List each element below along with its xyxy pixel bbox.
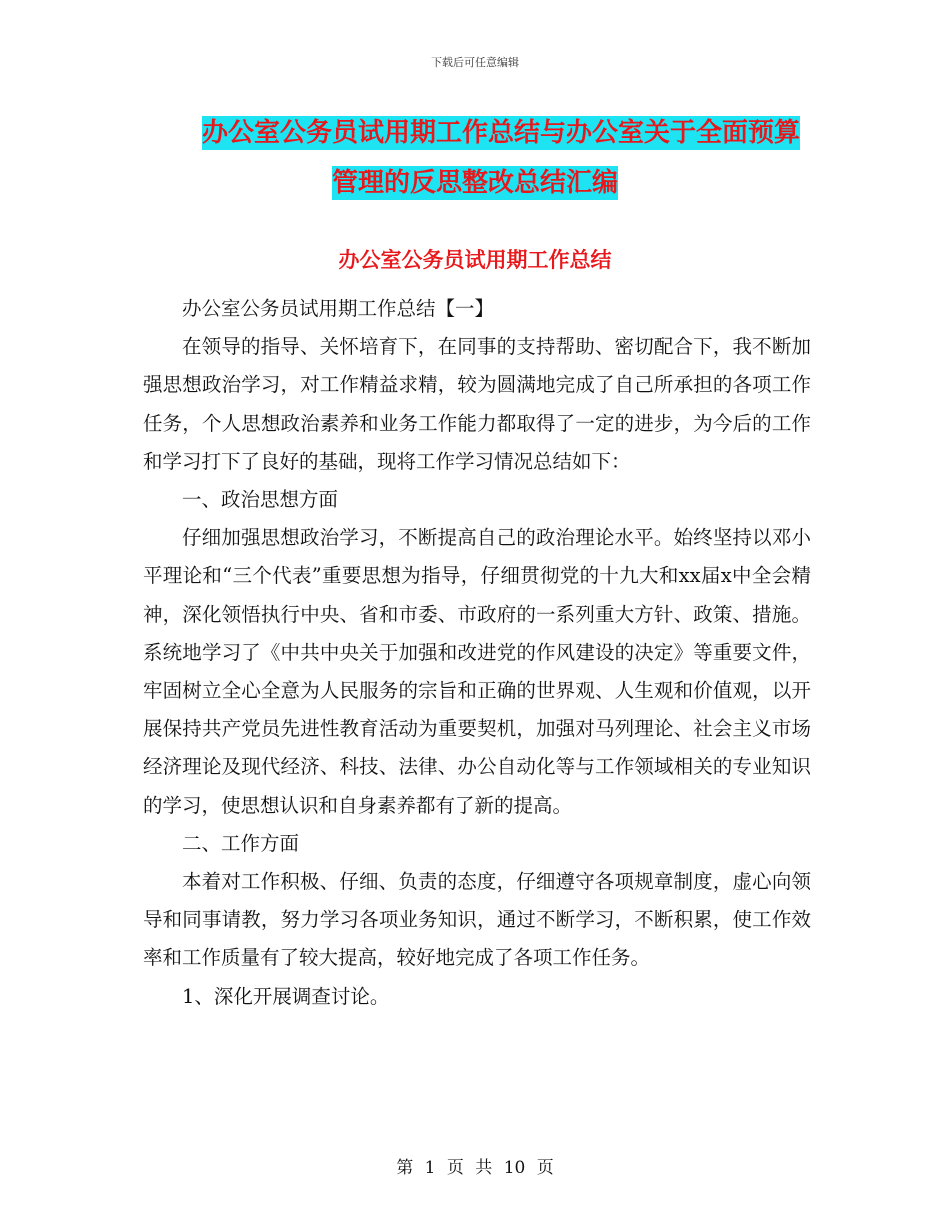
title-line-2: 管理的反思整改总结汇编 xyxy=(331,168,618,198)
section-heading-politics: 一、政治思想方面 xyxy=(182,488,339,512)
title-line-1: 办公室公务员试用期工作总结与办公室关于全面预算 xyxy=(201,118,800,148)
header-note: 下载后可任意编辑 xyxy=(431,56,519,69)
page-footer: 第 1 页 共 10 页 xyxy=(396,1158,554,1178)
paragraph: 本着对工作积极、仔细、负责的态度，仔细遵守各项规章制度，虚心向领导和同事请教，努力学习各项业务知识，通过不断学习，不断积累，使工作效率和工作质量有了较大提高，较好地完成了各项工作任务。 xyxy=(143,870,811,970)
section-title: 办公室公务员试用期工作总结 xyxy=(338,248,612,272)
section-heading-work: 二、工作方面 xyxy=(182,831,300,855)
list-item: 1、深化开展调查讨论。 xyxy=(182,984,390,1008)
paragraph: 仔细加强思想政治学习，不断提高自己的政治理论水平。始终坚持以邓小平理论和“三个代表”重要思想为指导，仔细贯彻党的十九大和xx届x中全会精神，深化领悟执行中央、省和市委、市政府的一系列重大方针、政策、措施。系统地学习了《中共中央关于加强和改进党的作风建设的决定》等重要文件，牢固树立全心全意为人民服务的宗旨和正确的世界观、人生观和价值观，以开展保持共产党员先进性教育活动为重要契机，加强对马列理论、社会主义市场经济理论及现代经济、科技、法律、办公自动化等与工作领域相关的专业知识的学习，使思想认识和自身素养都有了新的提高。 xyxy=(143,526,811,817)
body-text xyxy=(143,290,811,1016)
paragraph: 在领导的指导、关怀培育下，在同事的支持帮助、密切配合下，我不断加强思想政治学习，对工作精益求精，较为圆满地完成了自己所承担的各项工作任务，个人思想政治素养和业务工作能力都取得了一定的进步，为今后的工作和学习打下了良好的基础，现将工作学习情况总结如下： xyxy=(143,335,811,473)
document-title xyxy=(0,108,950,208)
paragraph-heading: 办公室公务员试用期工作总结【一】 xyxy=(182,297,495,320)
